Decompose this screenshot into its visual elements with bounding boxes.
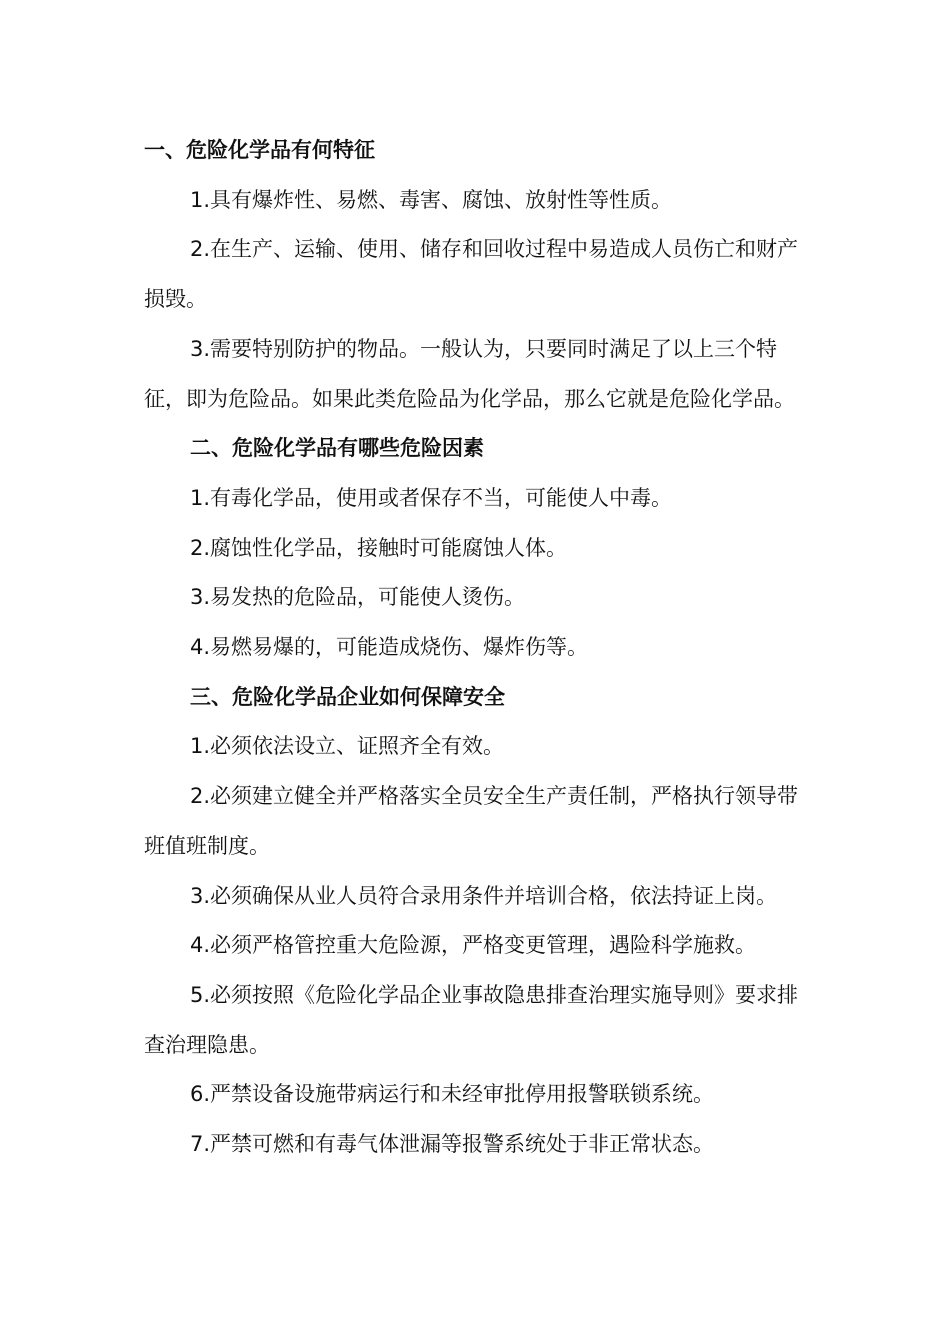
section-1-item-2: 2.在生产、运输、使用、储存和回收过程中易造成人员伤亡和财产损毁。 bbox=[144, 237, 799, 312]
section-2-item-3: 3.易发热的危险品，可能使人烫伤。 bbox=[190, 585, 526, 610]
section-3-item-3: 3.必须确保从业人员符合录用条件并培训合格，依法持证上岗。 bbox=[190, 883, 778, 908]
section-1-item-3: 3.需要特别防护的物品。一般认为，只要同时满足了以上三个特征，即为危险品。如果此类危险品为化学品，那么它就是危险化学品。 bbox=[144, 336, 795, 411]
section-3-item-1: 1.必须依法设立、证照齐全有效。 bbox=[190, 734, 505, 759]
section-3-item-2: 2.必须建立健全并严格落实全员安全生产责任制，严格执行领导带班值班制度。 bbox=[144, 784, 799, 858]
section-3-item-4: 4.必须严格管控重大危险源，严格变更管理，遇险科学施救。 bbox=[190, 933, 757, 958]
section-3-item-5: 5.必须按照《危险化学品企业事故隐患排查治理实施导则》要求排查治理隐患。 bbox=[144, 982, 799, 1057]
section-2-item-1: 1.有毒化学品，使用或者保存不当，可能使人中毒。 bbox=[190, 485, 673, 510]
section-2-heading: 二、危险化学品有哪些危险因素 bbox=[190, 436, 484, 461]
document-body bbox=[144, 126, 804, 1170]
section-1-item-1: 1.具有爆炸性、易燃、毒害、腐蚀、放射性等性质。 bbox=[190, 187, 673, 212]
section-2-item-4: 4.易燃易爆的，可能造成烧伤、爆炸伤等。 bbox=[190, 635, 589, 660]
section-3-item-6: 6.严禁设备设施带病运行和未经审批停用报警联锁系统。 bbox=[190, 1082, 715, 1107]
section-3-item-7: 7.严禁可燃和有毒气体泄漏等报警系统处于非正常状态。 bbox=[190, 1132, 715, 1157]
section-3-heading: 三、危险化学品企业如何保障安全 bbox=[190, 684, 505, 709]
section-1-heading: 一、危险化学品有何特征 bbox=[144, 138, 375, 162]
section-2-item-2: 2.腐蚀性化学品，接触时可能腐蚀人体。 bbox=[190, 535, 568, 560]
